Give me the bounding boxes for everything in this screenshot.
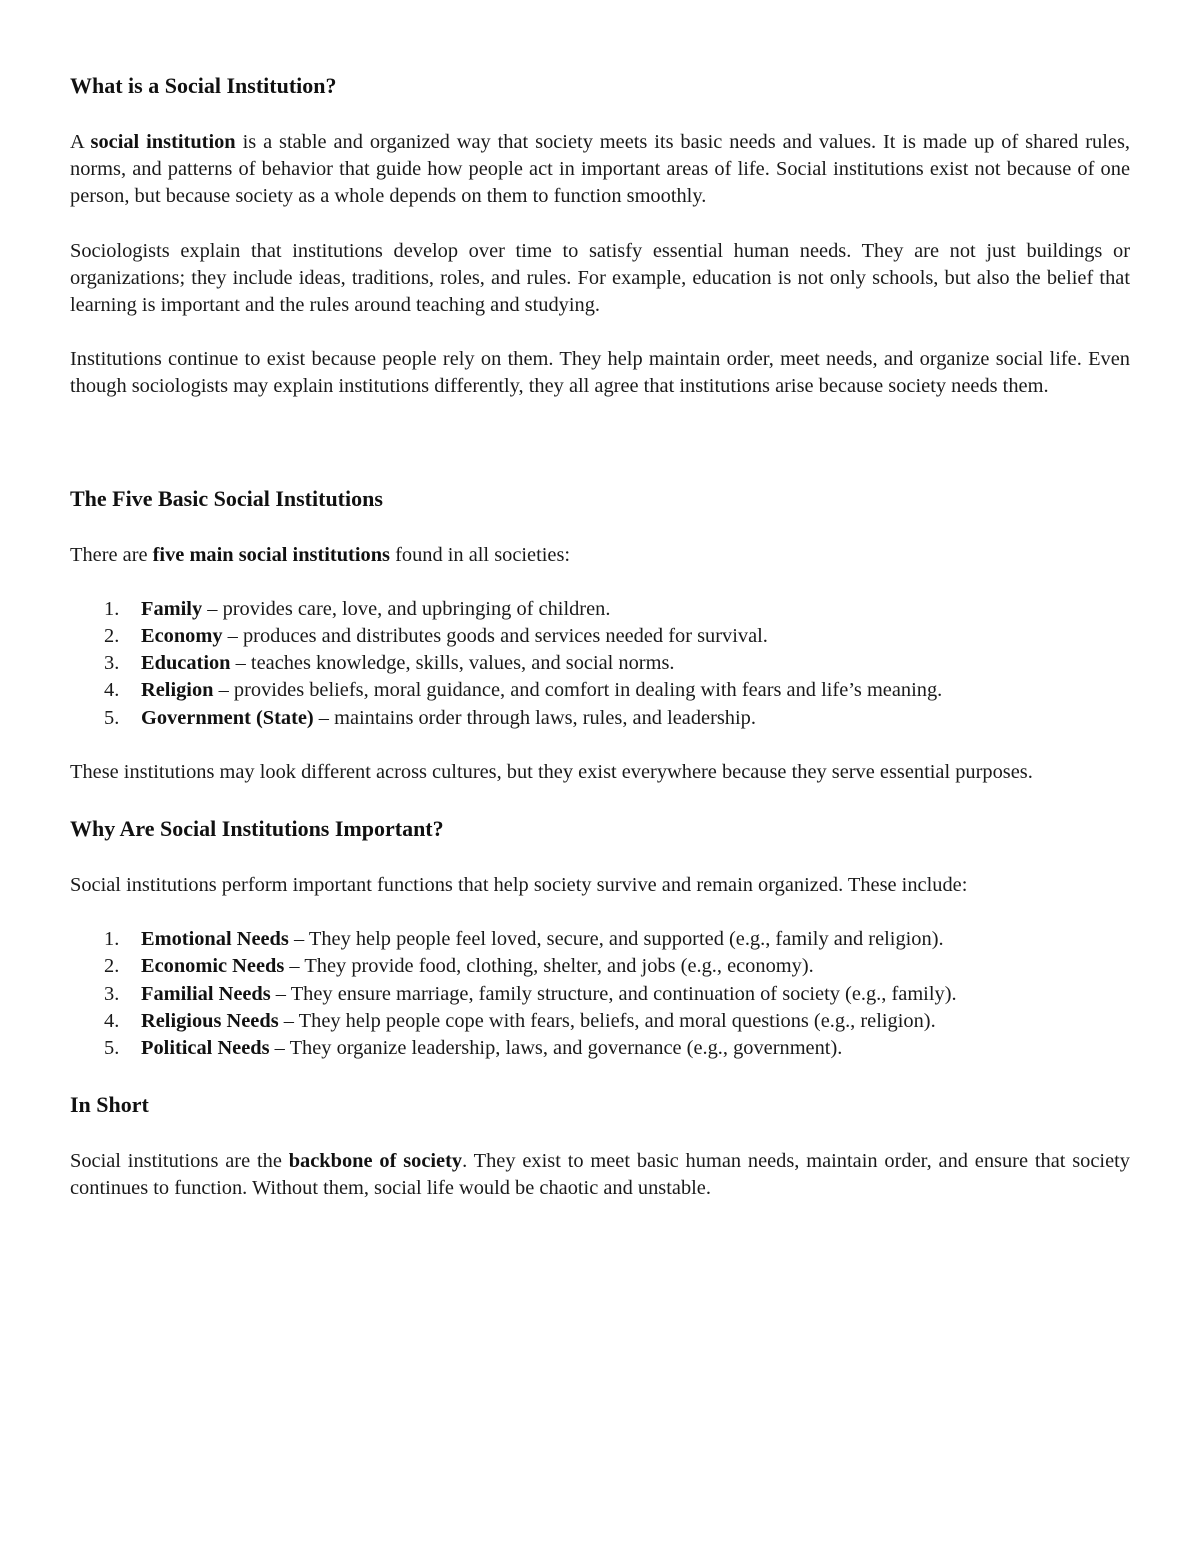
text-run: found in all societies: — [389, 543, 571, 566]
list-description: – maintains order through laws, rules, and leadership. — [313, 706, 756, 729]
list-institution-functions — [70, 926, 1130, 1062]
list-description: – produces and distributes goods and services needed for survival. — [222, 625, 768, 648]
text-run: There are — [70, 543, 153, 566]
paragraph-definition — [70, 129, 1130, 211]
bold-term: five main social institutions — [152, 543, 390, 566]
list-number: 3. — [104, 652, 120, 675]
list-item — [70, 926, 1130, 953]
text-run: . They exist to meet basic human needs, maintain order, and ensure that society continues to function. Without them, social life would be chaotic and unstable. — [70, 1150, 1130, 1200]
list-number: 4. — [104, 1009, 120, 1032]
paragraph-five-outro: These institutions may look different across cultures, but they exist everywhere because they serve essential purposes. — [70, 760, 1033, 783]
heading-what-is-social-institution: What is a Social Institution? — [70, 73, 337, 98]
paragraph-sociologists: Sociologists explain that institutions develop over time to satisfy essential human needs. They are not just buildings or organizations; they include ideas, traditions, roles, and rules. For example, education is not only schools, but also the belief that learning is important and the rules around teaching and studying. — [70, 239, 1130, 317]
list-number: 2. — [104, 625, 120, 648]
list-number: 3. — [104, 982, 120, 1005]
list-item — [70, 1008, 1130, 1035]
list-five-institutions — [70, 596, 1130, 732]
heading-why-important: Why Are Social Institutions Important? — [70, 816, 444, 842]
list-description: – They organize leadership, laws, and governance (e.g., government). — [269, 1037, 843, 1060]
list-description: – teaches knowledge, skills, values, and social norms. — [230, 652, 675, 675]
list-description: – They help people cope with fears, beliefs, and moral questions (e.g., religion). — [278, 1009, 936, 1032]
text-run: A — [70, 131, 91, 153]
heading-five-basic-institutions: The Five Basic Social Institutions — [70, 485, 383, 511]
list-description: – provides beliefs, moral guidance, and comfort in dealing with fears and life’s meaning. — [213, 679, 943, 702]
list-term: Government (State) — [141, 706, 314, 729]
list-description: – They ensure marriage, family structure, and continuation of society (e.g., family). — [270, 982, 957, 1005]
list-number: 5. — [104, 706, 120, 729]
list-number: 1. — [104, 928, 120, 951]
list-item — [70, 705, 1130, 732]
list-term: Economy — [141, 625, 223, 648]
paragraph-why-intro: Social institutions perform important functions that help society survive and remain organized. These include: — [70, 874, 968, 897]
list-item — [70, 1035, 1130, 1062]
list-term: Religious Needs — [141, 1009, 279, 1032]
list-item — [70, 623, 1130, 650]
list-item — [70, 596, 1130, 623]
list-number: 1. — [104, 597, 120, 620]
list-number: 2. — [104, 955, 120, 978]
list-term: Economic Needs — [141, 955, 285, 978]
list-term: Political Needs — [141, 1037, 270, 1060]
list-number: 4. — [104, 679, 120, 702]
list-description: – provides care, love, and upbringing of children. — [202, 597, 611, 620]
text-run: Social institutions are the — [70, 1150, 289, 1173]
list-item — [70, 650, 1130, 677]
paragraph-institutions-continue: Institutions continue to exist because people rely on them. They help maintain order, meet needs, and organize social life. Even though sociologists may explain institutions differently, they all agree that institutions arise because society needs them. — [70, 348, 1130, 398]
text-run: is a stable and organized way that society meets its basic needs and values. It is made up of shared rules, norms, and patterns of behavior that guide how people act in important areas of life. Social institutions exist not because of one person, but because society as a whole depends on them to function smoothly. — [70, 131, 1130, 208]
list-item — [70, 953, 1130, 980]
list-item — [70, 981, 1130, 1008]
list-term: Familial Needs — [141, 982, 271, 1005]
document-page — [70, 70, 1130, 1203]
list-description: – They help people feel loved, secure, and supported (e.g., family and religion). — [288, 928, 944, 951]
heading-in-short: In Short — [70, 1092, 149, 1118]
bold-term: backbone of society — [288, 1150, 463, 1173]
list-number: 5. — [104, 1037, 120, 1060]
list-term: Religion — [141, 679, 214, 702]
list-description: – They provide food, clothing, shelter, and jobs (e.g., economy). — [284, 955, 814, 978]
paragraph-in-short — [70, 1148, 1130, 1202]
list-term: Education — [141, 652, 231, 675]
list-term: Emotional Needs — [141, 928, 289, 951]
paragraph-five-intro — [70, 542, 1130, 569]
bold-term: social institution — [90, 131, 236, 153]
list-term: Family — [141, 597, 203, 620]
list-item — [70, 677, 1130, 704]
